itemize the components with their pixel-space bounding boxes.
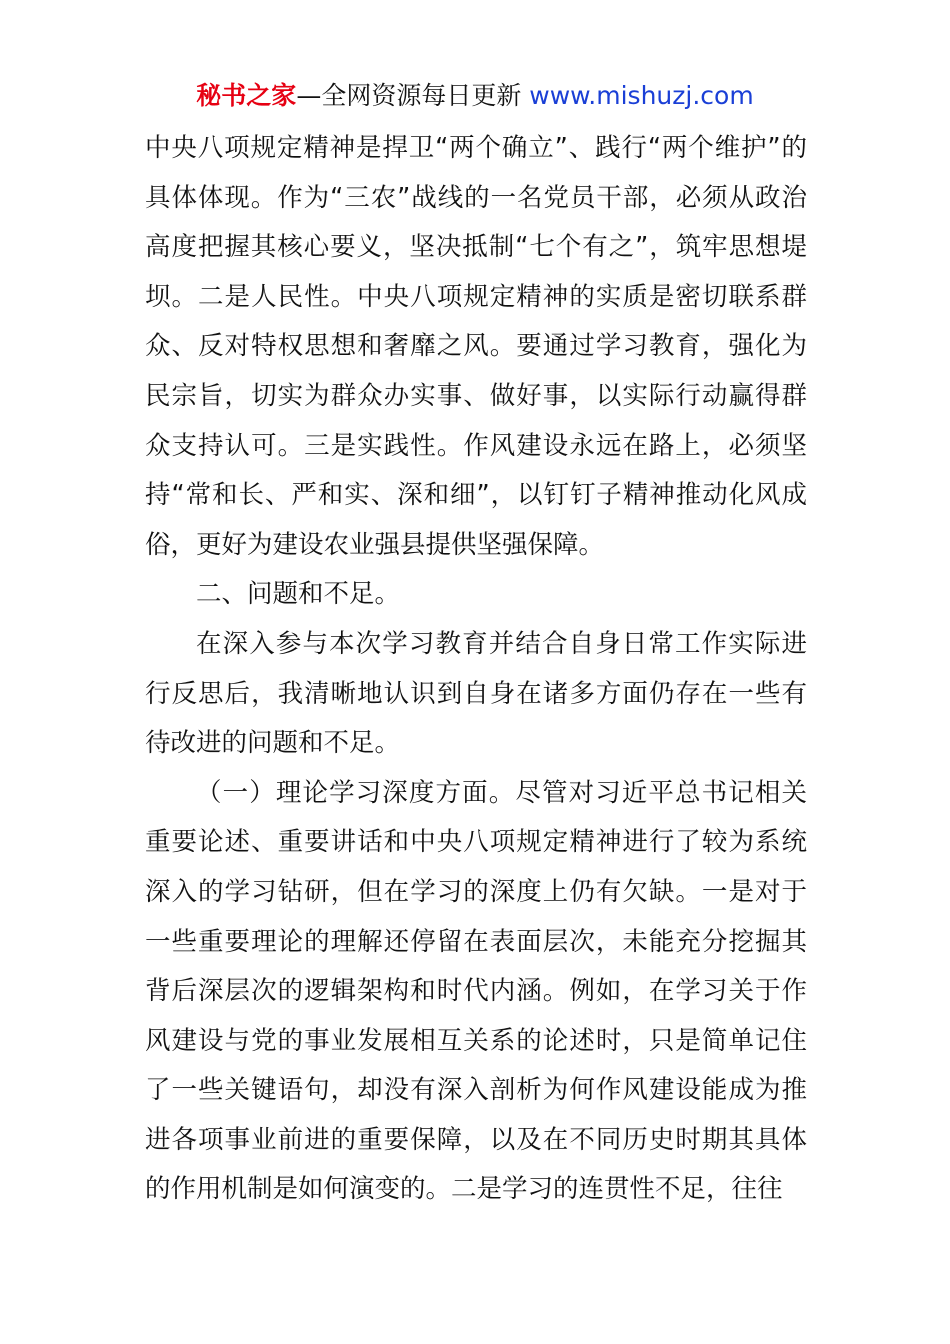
header-tagline: —全网资源每日更新: [296, 81, 530, 110]
brand-name: 秘书之家: [196, 81, 297, 110]
paragraph-reflection: 在深入参与本次学习教育并结合自身日常工作实际进行反思后，我清晰地认识到自身在诸多方面仍存在一些有待改进的问题和不足。: [145, 628, 807, 759]
site-header: [0, 80, 950, 112]
site-url-link[interactable]: www.mishuzj.com: [529, 81, 754, 110]
paragraph-theory-study: （一）理论学习深度方面。尽管对习近平总书记相关重要论述、重要讲话和中央八项规定精神进行了较为系统深入的学习钻研，但在学习的深度上仍有欠缺。一是对于一些重要理论的理解还停留在表面层次，未能充分挖掘其背后深层次的逻辑架构和时代内涵。例如，在学习关于作风建设与党的事业发展相互关系的论述时，只是简单记住了一些关键语句，却没有深入剖析为何作风建设能成为推进各项事业前进的重要保障，以及在不同历史时期其具体的作用机制是如何演变的。二是学习的连贯性不足，往往: [145, 777, 807, 1205]
document-body: [145, 124, 807, 1215]
section-heading-problems: 二、问题和不足。: [196, 579, 401, 610]
paragraph-continued: 中央八项规定精神是捍卫“两个确立”、践行“两个维护”的具体体现。作为“三农”战线的一名党员干部，必须从政治高度把握其核心要义，坚决抵制“七个有之”，筑牢思想堤坝。二是人民性。中央八项规定精神的实质是密切联系群众、反对特权思想和奢靡之风。要通过学习教育，强化为民宗旨，切实为群众办实事、做好事，以实际行动赢得群众支持认可。三是实践性。作风建设永远在路上，必须坚持“常和长、严和实、深和细”，以钉钉子精神推动化风成俗，更好为建设农业强县提供坚强保障。: [145, 133, 807, 560]
